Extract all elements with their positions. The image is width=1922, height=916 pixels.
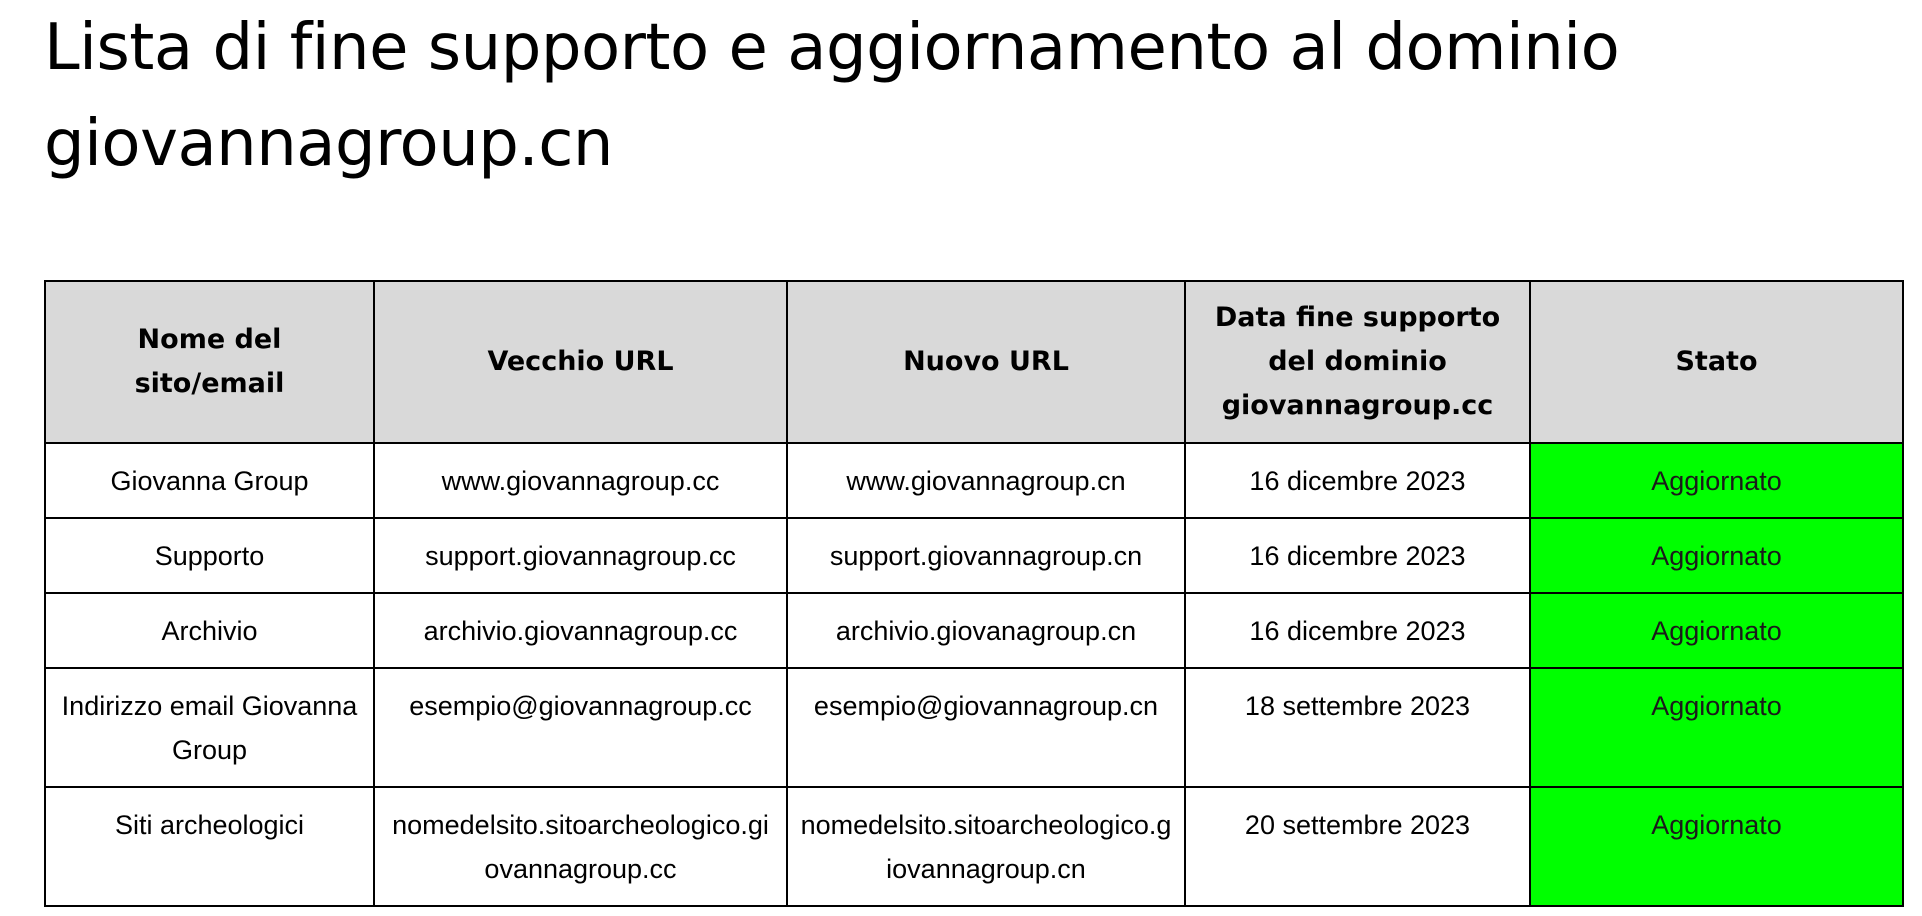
table-row — [45, 668, 1903, 787]
table-row — [45, 593, 1903, 668]
header-site-name: Nome del sito/email — [45, 281, 374, 443]
cell-site-name: Siti archeologici — [45, 787, 374, 906]
cell-old-url: www.giovannagroup.cc — [374, 443, 787, 518]
cell-site-name: Supporto — [45, 518, 374, 593]
cell-new-url: www.giovannagroup.cn — [787, 443, 1185, 518]
cell-old-url: nomedelsito.sitoarcheologico.giovannagroup.cc — [374, 787, 787, 906]
header-new-url: Nuovo URL — [787, 281, 1185, 443]
cell-new-url: esempio@giovannagroup.cn — [787, 668, 1185, 787]
cell-old-url: support.giovannagroup.cc — [374, 518, 787, 593]
cell-new-url: nomedelsito.sitoarcheologico.giovannagroup.cn — [787, 787, 1185, 906]
cell-status: Aggiornato — [1530, 787, 1903, 906]
cell-status: Aggiornato — [1530, 593, 1903, 668]
cell-new-url: support.giovannagroup.cn — [787, 518, 1185, 593]
table-row — [45, 787, 1903, 906]
cell-status: Aggiornato — [1530, 668, 1903, 787]
page-title: Lista di fine supporto e aggiornamento al dominio giovannagroup.cn — [44, 11, 1620, 181]
cell-end-date: 16 dicembre 2023 — [1185, 443, 1530, 518]
end-of-support-table — [44, 280, 1904, 907]
cell-new-url: archivio.giovanagroup.cn — [787, 593, 1185, 668]
table-header-row — [45, 281, 1903, 443]
table-row — [45, 443, 1903, 518]
cell-site-name: Indirizzo email Giovanna Group — [45, 668, 374, 787]
cell-end-date: 16 dicembre 2023 — [1185, 518, 1530, 593]
cell-status: Aggiornato — [1530, 518, 1903, 593]
header-old-url: Vecchio URL — [374, 281, 787, 443]
cell-status: Aggiornato — [1530, 443, 1903, 518]
header-end-date: Data fine supporto del dominio giovannagroup.cc — [1185, 281, 1530, 443]
cell-old-url: esempio@giovannagroup.cc — [374, 668, 787, 787]
cell-end-date: 16 dicembre 2023 — [1185, 593, 1530, 668]
end-of-support-table-container — [44, 280, 1902, 907]
cell-end-date: 18 settembre 2023 — [1185, 668, 1530, 787]
cell-old-url: archivio.giovannagroup.cc — [374, 593, 787, 668]
table-row — [45, 518, 1903, 593]
cell-end-date: 20 settembre 2023 — [1185, 787, 1530, 906]
header-status: Stato — [1530, 281, 1903, 443]
cell-site-name: Archivio — [45, 593, 374, 668]
cell-site-name: Giovanna Group — [45, 443, 374, 518]
